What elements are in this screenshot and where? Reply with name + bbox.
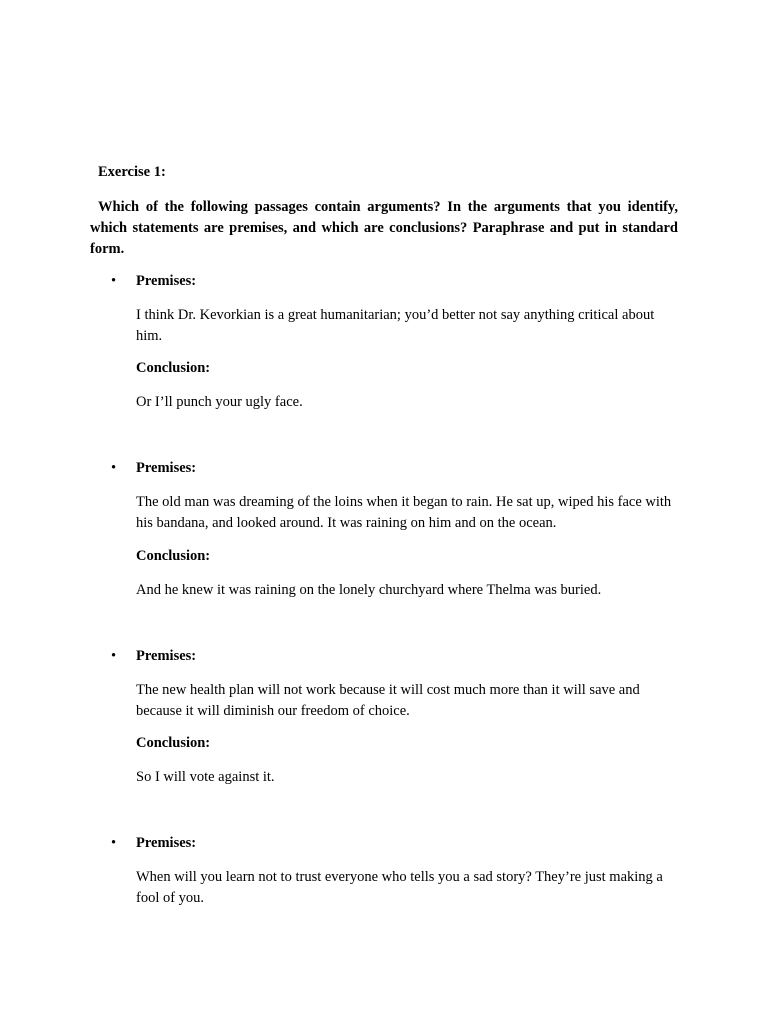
premises-label: Premises: bbox=[136, 460, 197, 476]
premises-text: The old man was dreaming of the loins when it began to rain. He sat up, wiped his face with his bandana, and looked around. It was raining on him and on the ocean. bbox=[136, 494, 672, 531]
premises-text: I think Dr. Kevorkian is a great humanitarian; you’d better not say anything critical about him. bbox=[136, 307, 655, 344]
bullet-icon: • bbox=[111, 648, 117, 664]
conclusion-text: Or I’ll punch your ugly face. bbox=[136, 394, 303, 410]
bullet-icon: • bbox=[111, 273, 117, 289]
conclusion-text: And he knew it was raining on the lonely churchyard where Thelma was buried. bbox=[136, 582, 602, 598]
premises-label: Premises: bbox=[136, 273, 197, 289]
premises-text: When will you learn not to trust everyone who tells you a sad story? They’re just making a fool of you. bbox=[136, 869, 663, 906]
conclusion-label: Conclusion: bbox=[136, 735, 211, 751]
bullet-icon: • bbox=[111, 460, 117, 476]
conclusion-label: Conclusion: bbox=[136, 548, 211, 564]
exercise-instructions: Which of the following passages contain arguments? In the arguments that you identify, which statements are premises, and which are conclusions? Paraphrase and put in standard form. bbox=[90, 199, 678, 257]
premises-text: The new health plan will not work because it will cost much more than it will save and because it will diminish our freedom of choice. bbox=[136, 682, 640, 719]
conclusion-label: Conclusion: bbox=[136, 360, 211, 376]
premises-label: Premises: bbox=[136, 648, 197, 664]
conclusion-text: So I will vote against it. bbox=[136, 769, 275, 785]
premises-label: Premises: bbox=[136, 835, 197, 851]
bullet-icon: • bbox=[111, 835, 117, 851]
exercise-title: Exercise 1: bbox=[98, 164, 166, 180]
